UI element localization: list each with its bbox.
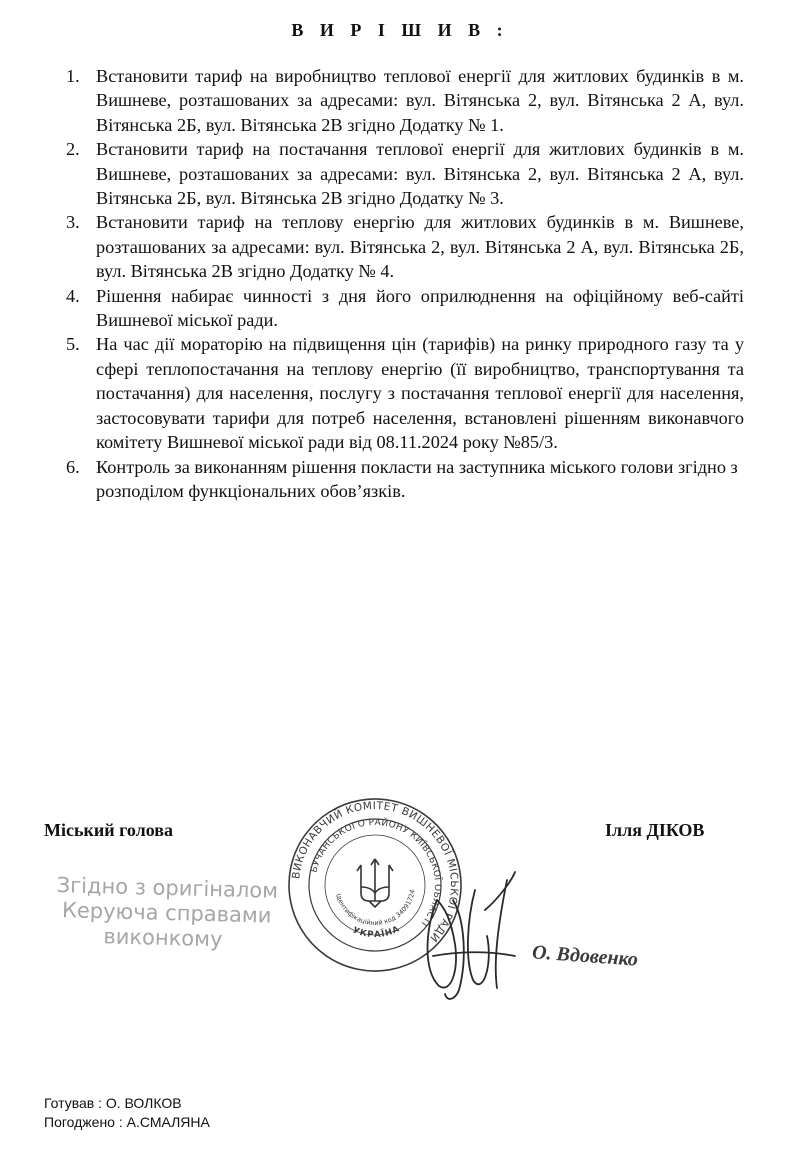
seal-country-text: УКРАЇНА (351, 924, 402, 941)
decision-item (60, 284, 744, 333)
signatory-role: Міський голова (44, 820, 173, 840)
decision-text: Контроль за виконанням рішення покласти на заступника міського голови згідно з розподілом функціональних обов’язків. (96, 456, 738, 501)
copy-certification-stamp (39, 873, 301, 955)
decision-item (60, 64, 744, 137)
decision-item (60, 455, 744, 504)
decision-item (60, 210, 744, 283)
copy-stamp-line: Керуюча справами (61, 898, 272, 928)
decision-number: 5. (66, 334, 80, 355)
decision-number: 4. (66, 285, 80, 306)
copy-stamp-line: виконкому (103, 924, 223, 952)
decision-text: Встановити тариф на теплову енергію для житлових будинків в м. Вишневе, розташованих за адресами: вул. Вітянська 2, вул. Вітянська 2 А, вул. Вітянська 2Б, вул. Вітянська 2В згідно Додатку № 4. (96, 212, 744, 282)
copy-stamp-line: Згідно з оригіналом (56, 873, 279, 903)
decision-item (60, 137, 744, 210)
decision-item (60, 332, 744, 454)
decision-text: Рішення набирає чинності з дня його оприлюднення на офіційному веб-сайті Вишневої міської ради. (96, 285, 744, 331)
svg-text:Ідентифікаційний код 34091724 (334, 880, 422, 934)
decision-text: Встановити тариф на виробництво теплової енергії для житлових будинків в м. Вишневе, розташованих за адресами: вул. Вітянська 2, вул. Вітянська 2 А, вул. Вітянська 2Б, вул. Вітянська 2В згідно Додатку № 1. (96, 66, 744, 135)
decision-text: На час дії мораторію на підвищення цін (тарифів) на ринку природного газу та у сфері теплопостачання на теплову енергію (її виробництво, транспортування та постачання) для населення, послугу з постачання теплової енергії для населення, застосовувати тарифи для потреб населення, встановлені рішенням виконавчого комітету Вишневої міської ради від 08.11.2024 року №85/3. (96, 334, 744, 453)
handwritten-signature (415, 860, 535, 1010)
decision-number: 2. (66, 139, 80, 160)
decision-list (60, 64, 744, 503)
trident-icon (357, 859, 393, 907)
agreed-by: Погоджено : А.СМАЛЯНА (44, 1114, 210, 1130)
seal-outer-text: ВИКОНАВЧИЙ КОМІТЕТ ВИШНЕВОЇ МІСЬКОЇ РАДИ (290, 799, 461, 945)
decision-text: Встановити тариф на постачання теплової енергії для житлових будинків в м. Вишневе, розташованих за адресами: вул. Вітянська 2, вул. Вітянська 2 А, вул. Вітянська 2Б, вул. Вітянська 2В згідно Додатку № 3. (96, 139, 744, 209)
signer-name: О. Вдовенко (531, 941, 639, 971)
decision-number: 1. (66, 66, 80, 86)
seal-code-text: Ідентифікаційний код 34091724 (334, 888, 417, 928)
prepared-by: Готував : О. ВОЛКОВ (44, 1095, 182, 1111)
signatory-name: Ілля ДІКОВ (605, 820, 705, 840)
decision-heading: В И Р І Ш И В : (291, 20, 509, 40)
seal-inner-text: БУЧАНСЬКОГО РАЙОНУ КИЇВСЬКОЇ ОБЛАСТІ (309, 817, 443, 928)
decision-number: 6. (66, 456, 80, 477)
decision-number: 3. (66, 212, 80, 233)
